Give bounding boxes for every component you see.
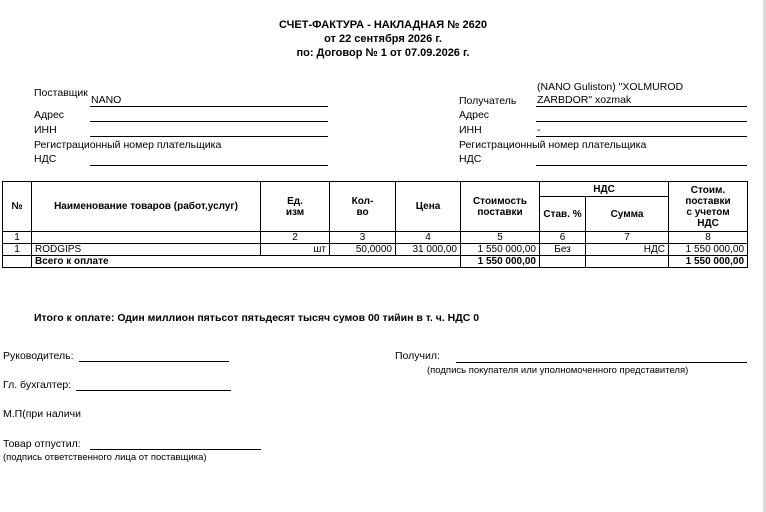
recipient-address-underline [536,121,747,122]
recipient-label: Получатель [459,95,517,107]
table-header-row [3,182,748,197]
row-qty: 50,0000 [330,244,396,256]
header-price: Цена [396,182,461,232]
recipient-reg-label: Регистрационный номер плательщика [459,139,647,151]
header-cost-line2: поставки [477,206,523,218]
col-number: 1 [3,232,32,244]
director-label: Руководитель: [3,350,74,362]
total-in-words: Итого к оплате: Один миллион пятьсот пятьдесят тысяч сумов 00 тийин в т. ч. НДС 0 [34,312,480,324]
col-number: 3 [330,232,396,244]
document-header [0,18,766,60]
header-qty [330,182,396,232]
row-total: 1 550 000,00 [669,244,748,256]
total-row-total: 1 550 000,00 [669,256,748,268]
header-unit-line2: изм [285,206,305,218]
col-number: 2 [261,232,330,244]
supplier-label: Поставщик [34,87,88,99]
row-num: 1 [3,244,32,256]
header-qty-line1: Кол- [351,195,374,207]
total-row-cost: 1 550 000,00 [461,256,540,268]
supplier-inn-label: ИНН [34,124,57,136]
supplier-vat-label: НДС [34,153,57,165]
document-contract: по: Договор № 1 от 07.09.2026 г. [296,47,470,59]
supplier-address-underline [90,121,328,122]
recipient-address-label: Адрес [459,109,490,121]
header-vat-sum: Сумма [586,197,669,232]
recipient-value-line1: (NANO Guliston) "XOLMUROD [537,81,684,93]
released-label: Товар отпустил: [3,438,81,450]
header-cost [461,182,540,232]
accountant-signature-line [76,390,231,391]
header-vat-rate: Став. % [540,197,586,232]
recipient-vat-label: НДС [459,153,482,165]
row-unit: шт [261,244,330,256]
col-number: 6 [540,232,586,244]
supplier-reg-label: Регистрационный номер плательщика [34,139,222,151]
recipient-vat-underline [536,165,747,166]
total-row-num [3,256,32,268]
received-label: Получил: [395,350,440,362]
released-note: (подпись ответственного лица от поставщика) [3,452,207,463]
header-total [669,182,748,232]
recipient-value-line2: ZARBDOR" xozmak [537,94,632,106]
row-name: RODGIPS [32,244,261,256]
recipient-inn-underline [536,136,747,137]
accountant-label: Гл. бухгалтер: [3,379,72,391]
total-row-label: Всего к оплате [32,256,461,268]
director-signature-line [79,361,229,362]
col-number: 4 [396,232,461,244]
invoice-table [2,181,748,268]
header-total-line1: Стоим. [690,184,726,196]
recipient-inn-value: - [537,124,541,136]
recipient-inn-label: ИНН [459,124,482,136]
header-total-line3: с учетом [686,206,730,218]
released-signature-line [90,449,261,450]
table-col-numbers-row [3,232,748,244]
row-price: 31 000,00 [396,244,461,256]
col-number: 8 [669,232,748,244]
row-cost: 1 550 000,00 [461,244,540,256]
supplier-underline [90,106,328,107]
header-unit-line1: Ед. [287,195,303,207]
table-row [3,244,748,256]
header-qty-line2: во [356,206,369,218]
total-row-vat-rate [540,256,586,268]
header-unit [261,182,330,232]
header-vat: НДС [540,182,669,197]
col-number: 5 [461,232,540,244]
header-total-line4: НДС [697,217,719,229]
document-date: от 22 сентября 2026 г. [324,33,442,45]
recipient-underline [536,106,747,107]
col-number [32,232,261,244]
row-vat-sum: НДС [586,244,669,256]
header-cost-line1: Стоимость [472,195,528,207]
header-total-line2: поставки [685,195,731,207]
col-number: 7 [586,232,669,244]
received-note: (подпись покупателя или уполномоченного представителя) [427,365,689,376]
header-name: Наименование товаров (работ,услуг) [32,182,261,232]
supplier-address-label: Адрес [34,109,65,121]
header-num: № [3,182,32,232]
table-total-row [3,256,748,268]
stamp-label: М.П(при наличи [3,408,81,420]
document-title: СЧЕТ-ФАКТУРА - НАКЛАДНАЯ № 2620 [279,19,487,31]
supplier-inn-underline [90,136,328,137]
total-row-vat-sum [586,256,669,268]
supplier-value: NANO [91,94,122,106]
supplier-vat-underline [90,165,328,166]
row-vat-rate: Без [540,244,586,256]
received-signature-line [456,362,747,363]
